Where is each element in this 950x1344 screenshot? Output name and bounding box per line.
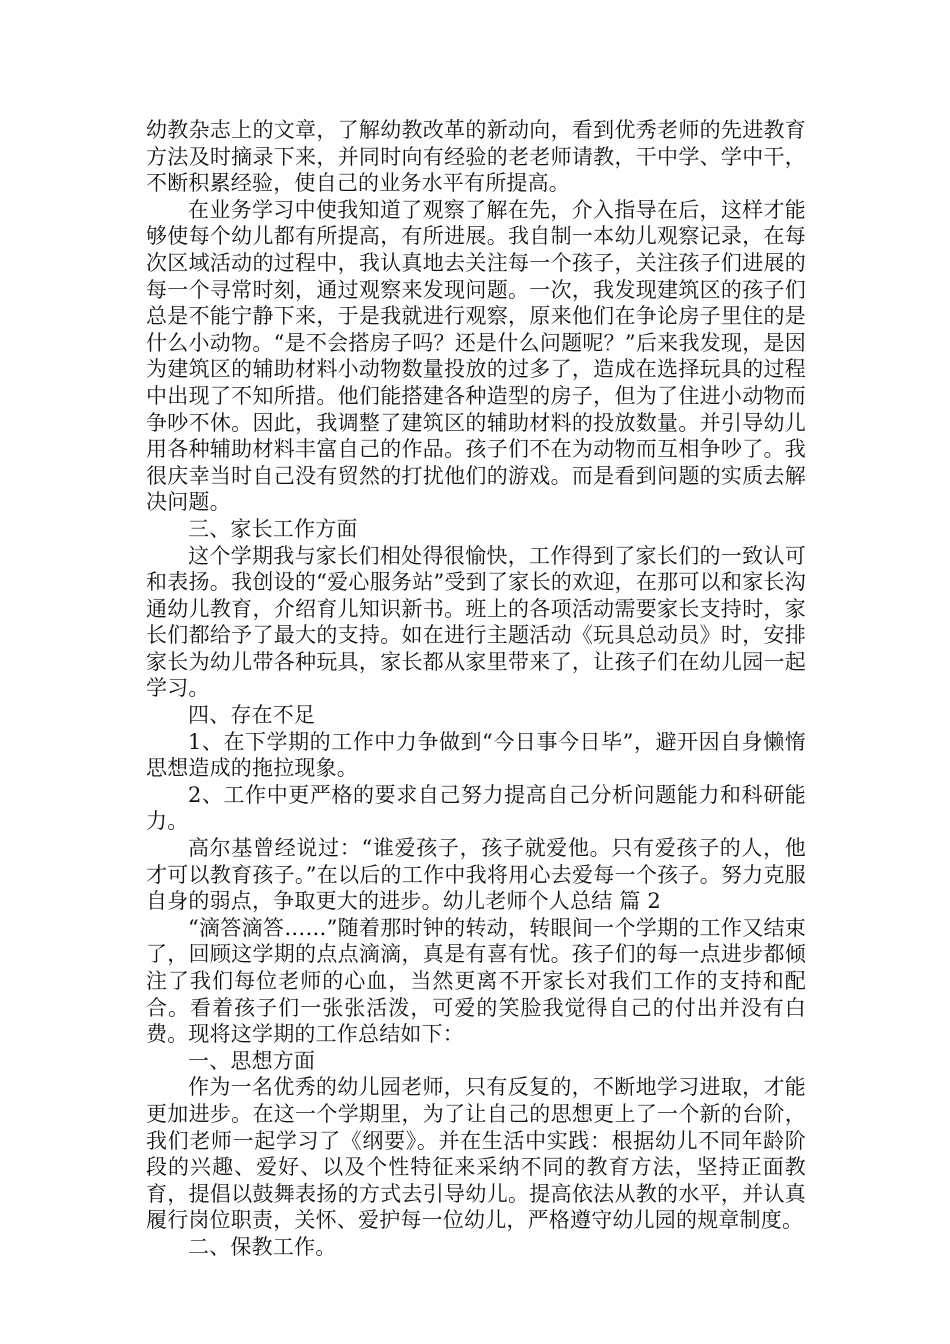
section-heading-parents: 三、家长工作方面: [188, 516, 358, 541]
paragraph-thought: 作为一名优秀的幼儿园老师，只有反复的，不断地学习进取，才能更加进步。在这一个学期里，为了让自己的思想更上了一个新的台阶，我们老师一起学习了《纲要》。并在生活中实践：根据幼儿不同年龄阶段的兴趣、爱好、以及个性特征来采纳不同的教育方法，坚持正面教育，提倡以鼓舞表扬的方式去引导幼儿。提高依法从教的水平，并认真履行岗位职责，关怀、爱护每一位幼儿，严格遵守幼儿园的规章制度。: [146, 1075, 806, 1233]
section-heading-shortcomings: 四、存在不足: [188, 703, 316, 728]
list-item-1: 1、在下学期的工作中力争做到“今日事今日毕”，避开因自身懒惰思想造成的拖拉现象。: [146, 729, 806, 781]
paragraph-observation: 在业务学习中使我知道了观察了解在先，介入指导在后，这样才能够使每个幼儿都有所提高，有所进展。我自制一本幼儿观察记录，在每次区域活动的过程中，我认真地去关注每一个孩子，关注孩子们进展的每一个寻常时刻，通过观察来发现问题。一次，我发现建筑区的孩子们总是不能宁静下来，于是我就进行观察，原来他们在争论房子里住的是什么小动物。“是不会搭房子吗？还是什么问题呢？”后来我发现，是因为建筑区的辅助材料小动物数量投放的过多了，造成在选择玩具的过程中出现了不知所措。他们能搭建各种造型的房子，但为了住进小动物而争吵不休。因此，我调整了建筑区的辅助材料的投放数量。并引导幼儿用各种辅助材料丰富自己的作品。孩子们不在为动物而互相争吵了。我很庆幸当时自己没有贸然的打扰他们的游戏。而是看到问题的实质去解决问题。: [146, 197, 806, 515]
paragraph-continuation: 幼教杂志上的文章，了解幼教改革的新动向，看到优秀老师的先进教育方法及时摘录下来，并同时向有经验的老老师请教，干中学、学中干，不断积累经验，使自己的业务水平有所提高。: [146, 118, 806, 196]
section-heading-thought: 一、思想方面: [188, 1048, 316, 1073]
paragraph-quote: 高尔基曾经说过：“谁爱孩子，孩子就爱他。只有爱孩子的人，他才可以教育孩子。”在以后的工作中我将用心去爱每一个孩子。努力克服自身的弱点，争取更大的进步。幼儿老师个人总结 篇 2: [146, 836, 806, 914]
document-page: [146, 117, 806, 1261]
section-heading-care: 二、保教工作。: [188, 1234, 337, 1259]
list-item-2: 2、工作中更严格的要求自己努力提高自己分析问题能力和科研能力。: [146, 782, 806, 834]
paragraph-intro-part2: “滴答滴答……”随着那时钟的转动，转眼间一个学期的工作又结束了，回顾这学期的点点滴滴，真是有喜有忧。孩子们的每一点进步都倾注了我们每位老师的心血，当然更离不开家长对我们工作的支持和配合。看着孩子们一张张活泼，可爱的笑脸我觉得自己的付出并没有白费。现将这学期的工作总结如下：: [146, 915, 806, 1047]
paragraph-parents: 这个学期我与家长们相处得很愉快，工作得到了家长们的一致认可和表扬。我创设的“爱心服务站”受到了家长的欢迎，在那可以和家长沟通幼儿教育，介绍育儿知识新书。班上的各项活动需要家长支持时，家长们都给予了最大的支持。如在进行主题活动《玩具总动员》时，安排家长为幼儿带各种玩具，家长都从家里带来了，让孩子们在幼儿园一起学习。: [146, 543, 806, 701]
